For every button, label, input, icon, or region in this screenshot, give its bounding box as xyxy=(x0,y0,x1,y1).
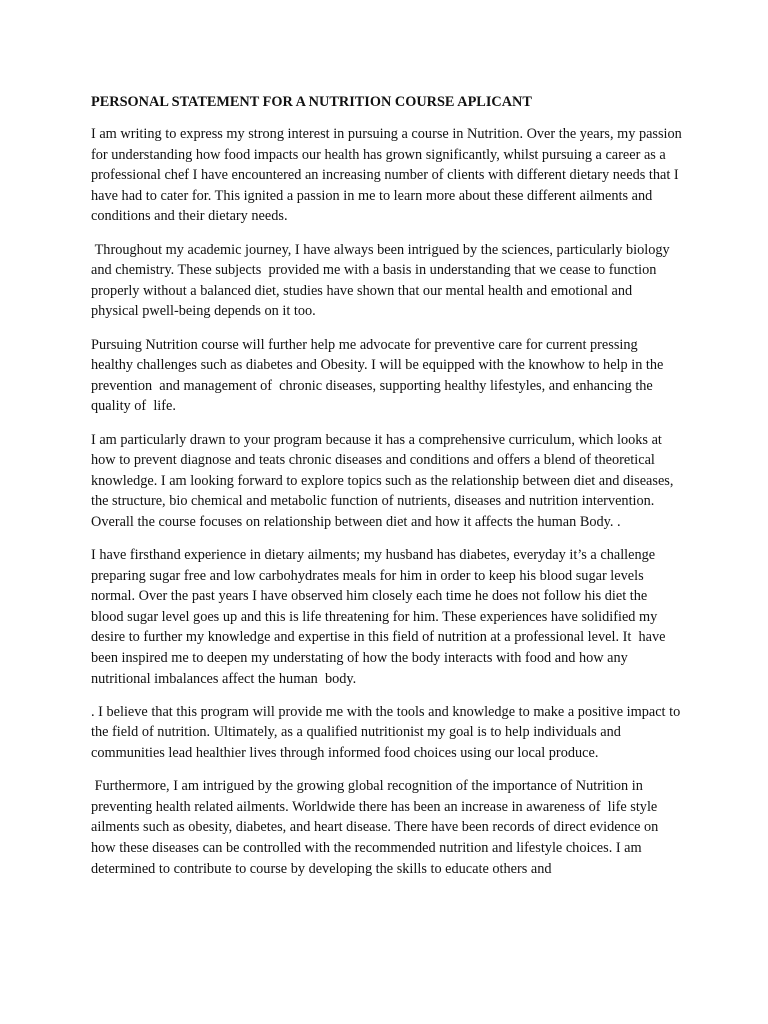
document-body xyxy=(91,92,686,879)
paragraph-preventive-care: Pursuing Nutrition course will further help me advocate for preventive care for current pressing healthy challenges such as diabetes and Obesity. I will be equipped with the knowhow to help in the prevention and management of chronic diseases, supporting healthy lifestyles, and enhancing the quality of life. xyxy=(91,336,667,415)
paragraph-academic-journey: Throughout my academic journey, I have always been intrigued by the sciences, particularly biology and chemistry. These subjects provided me with a basis in understanding that we cease to function properly without a balanced diet, studies have shown that our mental health and emotional and physical pwell-being depends on it too. xyxy=(91,241,674,320)
paragraph-global-recognition: Furthermore, I am intrigued by the growing global recognition of the importance of Nutrition in preventing health related ailments. Worldwide there has been an increase in awareness of life style ailments such as obesity, diabetes, and heart disease. There have been records of direct evidence on how these diseases can be controlled with the recommended nutrition and lifestyle choices. I am determined to contribute to course by developing the skills to educate others and xyxy=(91,778,662,877)
paragraph-intro: I am writing to express my strong interest in pursuing a course in Nutrition. Over the years, my passion for understanding how food impacts our health has grown significantly, whilst pursuing a career as a professional chef I have encountered an increasing number of clients with different dietary needs that I have had to cater for. This ignited a passion in me to learn more about these different ailments and conditions and their dietary needs. xyxy=(91,126,686,225)
document-title: PERSONAL STATEMENT FOR A NUTRITION COURSE APLICANT xyxy=(91,94,532,110)
paragraph-program-impact: . I believe that this program will provide me with the tools and knowledge to make a positive impact to the field of nutrition. Ultimately, as a qualified nutritionist my goal is to help individuals and communities lead healthier lives through informed food choices using our local produce. xyxy=(91,703,684,761)
paragraph-program-interest: I am particularly drawn to your program because it has a comprehensive curriculum, which looks at how to prevent diagnose and teats chronic diseases and conditions and offers a blend of theoretical knowledge. I am looking forward to explore topics such as the relationship between diet and diseases, the structure, bio chemical and metabolic function of nutrients, diseases and nutrition intervention. Overall the course focuses on relationship between diet and how it affects the human Body. . xyxy=(91,431,678,530)
paragraph-firsthand-experience: I have firsthand experience in dietary ailments; my husband has diabetes, everyday it’s a challenge preparing sugar free and low carbohydrates meals for him in order to keep his blood sugar levels normal. Over the past years I have observed him closely each time he does not follow his diet the blood sugar level goes up and this is life threatening for him. These experiences have solidified my desire to further my knowledge and expertise in this field of nutrition at a professional level. It have been inspired me to deepen my understating of how the body interacts with food and how any nutritional imbalances affect the human body. xyxy=(91,547,670,687)
